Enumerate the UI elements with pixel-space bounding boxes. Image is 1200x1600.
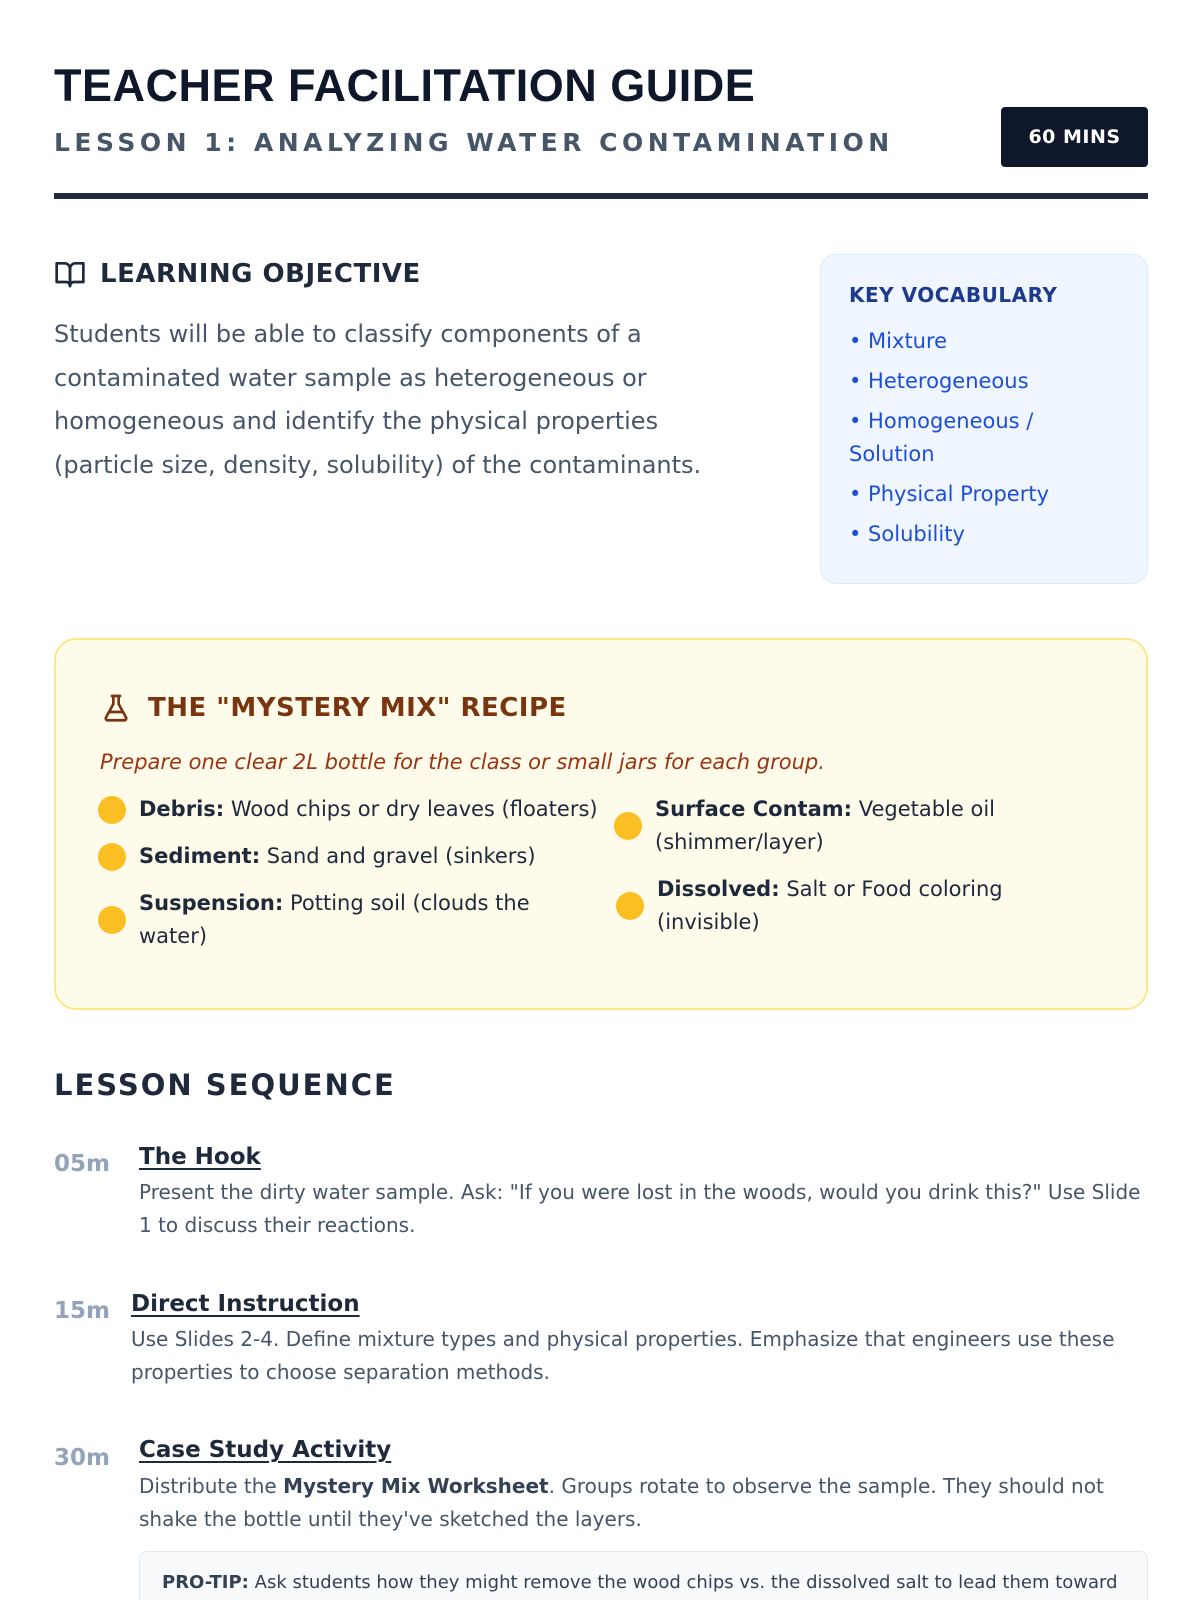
objective-text: Students will be able to classify components of a contaminated water sample as heterogeneous or homogeneous and identify the physical properties (particle size, density, solubility) of the contaminants. xyxy=(54,320,702,479)
recipe-ingredient xyxy=(614,793,1034,859)
vocabulary-item: • Homogeneous / Solution xyxy=(849,409,1034,466)
ingredient-label: Suspension: xyxy=(139,891,284,915)
ingredient-text: Vegetable oil (shimmer/layer) xyxy=(655,797,996,854)
header-divider xyxy=(54,193,1148,199)
ingredient-label: Surface Contam: xyxy=(655,797,853,821)
step-time: 30m xyxy=(54,1445,110,1471)
step-title: Direct Instruction xyxy=(131,1291,360,1317)
pro-tip-label: PRO-TIP: xyxy=(162,1572,249,1593)
ingredient-label: Debris: xyxy=(139,797,225,821)
step-title: Case Study Activity xyxy=(139,1437,392,1463)
pro-tip-text: Ask students how they might remove the wood chips vs. the dissolved salt to lead them toward xyxy=(254,1572,1118,1593)
objective-heading-text: LEARNING OBJECTIVE xyxy=(100,259,421,289)
vocabulary-list xyxy=(849,325,1119,551)
vocabulary-item: • Heterogeneous xyxy=(849,369,1029,393)
sequence-heading: LESSON SEQUENCE xyxy=(54,1068,396,1102)
recipe-heading-text: THE "MYSTERY MIX" RECIPE xyxy=(148,693,567,723)
ingredient-text: Wood chips or dry leaves (floaters) xyxy=(230,797,598,821)
recipe-ingredient xyxy=(616,873,1036,939)
bullet-dot xyxy=(614,812,642,840)
bullet-dot xyxy=(98,843,126,871)
worksheet-name: Mystery Mix Worksheet xyxy=(283,1474,549,1498)
step-description-text: . Groups rotate to observe the sample. They should not shake the bottle until they've sketched the layers. xyxy=(139,1474,1104,1531)
step-description: Present the dirty water sample. Ask: "If you were lost in the woods, would you drink this?" Use Slide 1 to discuss their reactions. xyxy=(139,1180,1141,1237)
ingredient-label: Dissolved: xyxy=(657,877,780,901)
duration-badge: 60 MINS xyxy=(1001,107,1148,167)
recipe-panel xyxy=(54,638,1148,1010)
step-description xyxy=(139,1470,1148,1536)
vocabulary-item: • Solubility xyxy=(849,522,965,546)
recipe-note: Prepare one clear 2L bottle for the class or small jars for each group. xyxy=(100,750,825,774)
step-time: 15m xyxy=(54,1298,110,1324)
bullet-dot xyxy=(98,906,126,934)
key-vocabulary-panel xyxy=(820,254,1148,584)
page-title: TEACHER FACILITATION GUIDE xyxy=(54,60,756,111)
ingredient-label: Sediment: xyxy=(139,844,261,868)
recipe-ingredient xyxy=(98,887,538,953)
step-time: 05m xyxy=(54,1151,110,1177)
ingredient-text: Potting soil (clouds the water) xyxy=(139,891,530,948)
recipe-ingredient xyxy=(98,840,598,873)
objective-heading xyxy=(54,258,421,290)
step-title: The Hook xyxy=(139,1144,261,1170)
recipe-ingredient xyxy=(98,793,598,826)
vocabulary-item: • Mixture xyxy=(849,329,948,353)
ingredient-text: Sand and gravel (sinkers) xyxy=(266,844,536,868)
flask-icon xyxy=(100,692,132,724)
pro-tip-box xyxy=(139,1551,1148,1600)
lesson-subtitle: LESSON 1: ANALYZING WATER CONTAMINATION xyxy=(54,128,894,157)
bullet-dot xyxy=(616,892,644,920)
step-description-text: Distribute the xyxy=(139,1474,284,1498)
recipe-heading xyxy=(100,692,567,724)
step-description: Use Slides 2-4. Define mixture types and physical properties. Emphasize that engineers use these properties to choose separation methods. xyxy=(131,1327,1115,1384)
ingredient-text: Salt or Food coloring (invisible) xyxy=(657,877,1003,934)
vocabulary-heading: KEY VOCABULARY xyxy=(849,283,1058,307)
bullet-dot xyxy=(98,796,126,824)
book-open-icon xyxy=(54,258,86,290)
vocabulary-item: • Physical Property xyxy=(849,482,1050,506)
